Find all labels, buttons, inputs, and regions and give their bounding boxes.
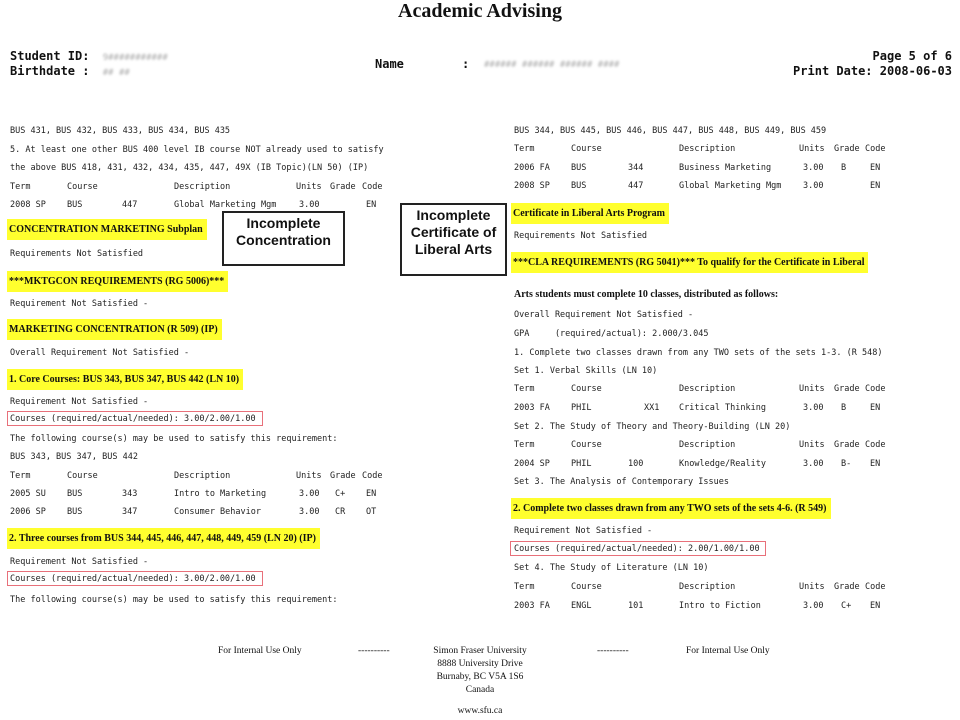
core-course-list: BUS 343, BUS 347, BUS 442	[10, 452, 138, 462]
footer-internal-use-left: For Internal Use Only	[218, 646, 302, 656]
student-id-label: Student ID:	[10, 49, 90, 63]
right-column-headers-3: Term Course Description Units Grade Code	[514, 440, 886, 450]
complete-two-sets-1-3: 1. Complete two classes drawn from any TWO sets of the sets 1-3. (R 548)	[514, 348, 883, 358]
left-req5-line2: the above BUS 418, 431, 432, 434, 435, 447, 49X (IB Topic)(LN 50) (IP)	[10, 163, 369, 173]
gpa-line: GPA (required/actual): 2.000/3.045	[514, 329, 709, 339]
status-text: Requirement Not Satisfied -	[10, 299, 149, 309]
heading-cla-requirements: ***CLA REQUIREMENTS (RG 5041)*** To qualify for the Certificate in Liberal	[511, 252, 868, 273]
footer-country: Canada	[465, 685, 495, 695]
footer-dashes-right: ----------	[597, 646, 629, 656]
table-row: 2008 SP BUS 447 Global Marketing Mgm 3.00 EN	[10, 200, 377, 210]
footer-dashes-left: ----------	[358, 646, 390, 656]
print-date: Print Date: 2008-06-03	[793, 64, 952, 78]
birthdate-row	[10, 64, 130, 81]
courses-needed-core: Courses (required/actual/needed): 3.00/2.00/1.00	[10, 414, 256, 424]
table-row: 2004 SP PHIL 100 Knowledge/Reality 3.00 B- EN	[514, 459, 881, 469]
heading-three-courses: 2. Three courses from BUS 344, 445, 446, 447, 448, 449, 459 (LN 20) (IP)	[7, 528, 320, 549]
footer-website: www.sfu.ca	[457, 706, 503, 716]
page-number: Page 5 of 6	[872, 49, 952, 63]
left-column-headers-1: Term Course Description Units Grade Code	[10, 182, 383, 192]
status-text: Overall Requirement Not Satisfied -	[514, 310, 694, 320]
status-text: Requirements Not Satisfied	[514, 231, 648, 241]
set-2-label: Set 2. The Study of Theory and Theory-Building (LN 20)	[514, 422, 791, 432]
left-req5-line1: 5. At least one other BUS 400 level IB course NOT already used to satisfy	[10, 145, 384, 155]
name-value: ###### ###### ###### ####	[484, 60, 620, 70]
table-row: 2003 FA PHIL XX1 Critical Thinking 3.00 B EN	[514, 403, 881, 413]
status-text: Requirement Not Satisfied -	[10, 397, 149, 407]
heading-mktgcon-requirements: ***MKTGCON REQUIREMENTS (RG 5006)***	[7, 271, 228, 292]
set-3-label: Set 3. The Analysis of Contemporary Issues	[514, 477, 729, 487]
footer-university: Simon Fraser University	[433, 646, 527, 656]
name-label: Name	[375, 57, 404, 71]
table-row: 2006 FA BUS 344 Business Marketing 3.00 B EN	[514, 163, 881, 173]
student-id-value: 9###########	[102, 53, 168, 63]
page-title: Academic Advising	[398, 0, 562, 22]
footer-address-2: Burnaby, BC V5A 1S6	[436, 672, 524, 682]
table-row: 2006 SP BUS 347 Consumer Behavior 3.00 CR OT	[10, 507, 377, 517]
status-text: Overall Requirement Not Satisfied -	[10, 348, 190, 358]
name-colon: :	[462, 57, 470, 71]
left-bus-list: BUS 431, BUS 432, BUS 433, BUS 434, BUS 435	[10, 126, 231, 136]
following-courses-text: The following course(s) may be used to satisfy this requirement:	[10, 434, 338, 444]
heading-concentration-marketing: CONCENTRATION MARKETING Subplan	[7, 219, 207, 240]
arts-students-note: Arts students must complete 10 classes, distributed as follows:	[514, 289, 779, 300]
right-column-headers-2: Term Course Description Units Grade Code	[514, 384, 886, 394]
callout-incomplete-concentration: Incomplete Concentration	[222, 211, 345, 266]
status-text: Requirements Not Satisfied	[10, 249, 144, 259]
set-4-label: Set 4. The Study of Literature (LN 10)	[514, 563, 709, 573]
table-row: 2003 FA ENGL 101 Intro to Fiction 3.00 C+ EN	[514, 601, 881, 611]
left-column-headers-2: Term Course Description Units Grade Code	[10, 471, 383, 481]
right-column-headers-4: Term Course Description Units Grade Code	[514, 582, 886, 592]
callout-incomplete-certificate: Incomplete Certificate of Liberal Arts	[400, 203, 507, 276]
following-courses-text: The following course(s) may be used to satisfy this requirement:	[10, 595, 338, 605]
table-row: 2008 SP BUS 447 Global Marketing Mgm 3.00 EN	[514, 181, 881, 191]
table-row: 2005 SU BUS 343 Intro to Marketing 3.00 C+ EN	[10, 489, 377, 499]
birthdate-label: Birthdate :	[10, 64, 90, 78]
footer-address-1: 8888 University Drive	[437, 659, 523, 669]
status-text: Requirement Not Satisfied -	[514, 526, 653, 536]
heading-certificate-liberal-arts: Certificate in Liberal Arts Program	[511, 203, 669, 224]
heading-complete-two-sets-4-6: 2. Complete two classes drawn from any TWO sets of the sets 4-6. (R 549)	[511, 498, 831, 519]
set-1-label: Set 1. Verbal Skills (LN 10)	[514, 366, 658, 376]
footer-internal-use-right: For Internal Use Only	[686, 646, 770, 656]
courses-needed-liberal: Courses (required/actual/needed): 2.00/1.00/1.00	[514, 544, 760, 554]
heading-core-courses: 1. Core Courses: BUS 343, BUS 347, BUS 442 (LN 10)	[7, 369, 243, 390]
right-column-headers-1: Term Course Description Units Grade Code	[514, 144, 886, 154]
right-bus-list: BUS 344, BUS 445, BUS 446, BUS 447, BUS 448, BUS 449, BUS 459	[514, 126, 827, 136]
birthdate-value: ## ##	[102, 68, 130, 78]
heading-marketing-concentration: MARKETING CONCENTRATION (R 509) (IP)	[7, 319, 222, 340]
status-text: Requirement Not Satisfied -	[10, 557, 149, 567]
courses-needed-three: Courses (required/actual/needed): 3.00/2.00/1.00	[10, 574, 256, 584]
